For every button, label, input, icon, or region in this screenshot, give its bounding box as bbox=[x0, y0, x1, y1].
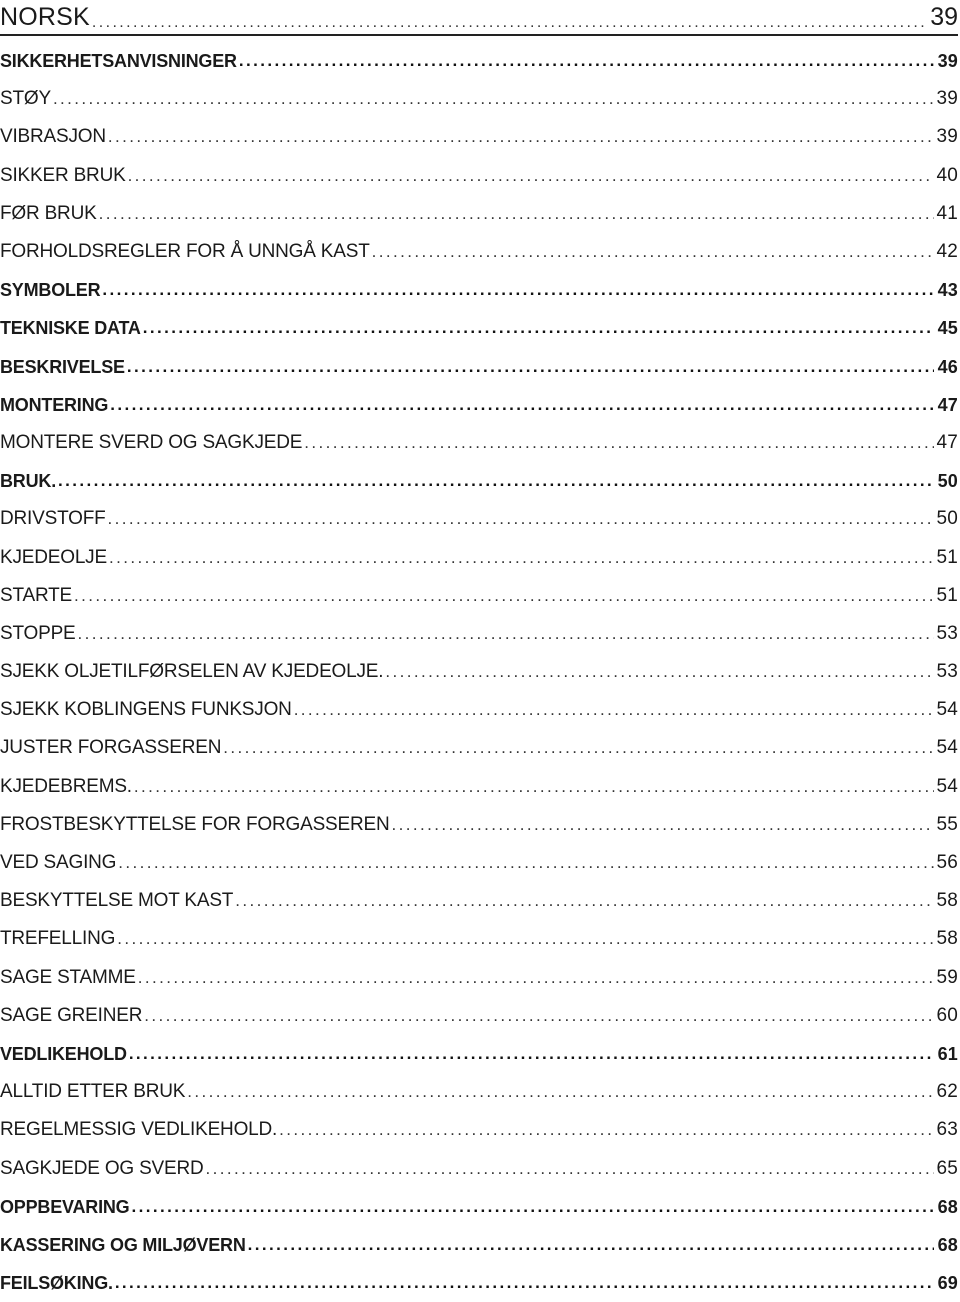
toc-entry[interactable] bbox=[0, 271, 958, 309]
toc-entry[interactable] bbox=[0, 577, 958, 615]
toc-entry-label: TREFELLING bbox=[0, 928, 116, 950]
toc-entry-page-number: 60 bbox=[936, 1004, 958, 1026]
section-title: NORSK bbox=[0, 3, 90, 31]
toc-entry-label: MONTERING bbox=[0, 394, 109, 415]
dot-leader bbox=[239, 50, 934, 72]
dot-leader bbox=[134, 776, 934, 798]
dot-leader bbox=[304, 432, 934, 454]
toc-entry[interactable] bbox=[0, 768, 958, 806]
dot-leader bbox=[143, 317, 934, 339]
toc-entry-page-number: 58 bbox=[936, 928, 958, 950]
toc-entry[interactable] bbox=[0, 424, 958, 462]
toc-entry-label: FØR BRUK bbox=[0, 202, 97, 224]
toc-entry-page-number: 43 bbox=[937, 280, 958, 301]
toc-entry[interactable] bbox=[0, 844, 958, 882]
toc-entry-label: VED SAGING bbox=[0, 852, 117, 874]
toc-entry-page-number: 47 bbox=[937, 394, 958, 415]
toc-entry-page-number: 39 bbox=[936, 88, 958, 110]
dot-leader bbox=[129, 1043, 934, 1065]
dot-leader bbox=[127, 356, 934, 378]
dot-leader bbox=[138, 967, 934, 989]
toc-entry-label: SAGKJEDE OG SVERD bbox=[0, 1157, 204, 1179]
toc-entry-label: SYMBOLER bbox=[0, 280, 101, 301]
toc-entry-label: SAGE GREINER bbox=[0, 1004, 143, 1026]
dot-leader bbox=[74, 585, 934, 607]
toc-entry-page-number: 53 bbox=[936, 661, 958, 683]
toc-entry-page-number: 51 bbox=[936, 546, 958, 568]
toc-entry-label: MONTERE SVERD OG SAGKJEDE bbox=[0, 431, 303, 453]
toc-entry-label: STARTE bbox=[0, 584, 72, 606]
toc-entry-page-number: 54 bbox=[936, 737, 958, 759]
toc-entry-label: VIBRASJON bbox=[0, 126, 106, 148]
toc-entry[interactable] bbox=[0, 157, 958, 195]
toc-entry-label: SIKKERHETSANVISNINGER bbox=[0, 51, 237, 72]
toc-entry[interactable] bbox=[0, 653, 958, 691]
toc-entry-label: FEILSØKING. bbox=[0, 1273, 113, 1294]
toc-entry-page-number: 42 bbox=[936, 241, 958, 263]
toc-entry[interactable] bbox=[0, 386, 958, 424]
toc-entry[interactable] bbox=[0, 997, 958, 1035]
toc-entry[interactable] bbox=[0, 462, 958, 500]
toc-entry[interactable] bbox=[0, 691, 958, 729]
dot-leader bbox=[132, 1196, 935, 1218]
dot-leader bbox=[294, 699, 934, 721]
toc-entry-label: STØY bbox=[0, 88, 51, 110]
toc-entry-page-number: 61 bbox=[937, 1043, 958, 1064]
toc-entry-page-number: 68 bbox=[937, 1196, 958, 1217]
toc-entry[interactable] bbox=[0, 806, 958, 844]
toc-entry[interactable] bbox=[0, 615, 958, 653]
toc-entry-page-number: 53 bbox=[936, 622, 958, 644]
dot-leader bbox=[372, 241, 934, 263]
toc-entry[interactable] bbox=[0, 538, 958, 576]
dot-leader bbox=[118, 852, 934, 874]
toc-entry[interactable] bbox=[0, 1226, 958, 1264]
toc-entry-page-number: 47 bbox=[936, 431, 958, 453]
toc-entry[interactable] bbox=[0, 42, 958, 80]
dot-leader bbox=[110, 394, 934, 416]
toc-entry-label: SAGE STAMME bbox=[0, 966, 136, 988]
toc-entry[interactable] bbox=[0, 1264, 958, 1302]
toc-entry-page-number: 45 bbox=[937, 318, 958, 339]
toc-entry[interactable] bbox=[0, 195, 958, 233]
dot-leader bbox=[108, 508, 934, 530]
dot-leader bbox=[279, 1119, 934, 1141]
toc-entry[interactable] bbox=[0, 920, 958, 958]
dot-leader bbox=[235, 890, 934, 912]
toc-entry[interactable] bbox=[0, 80, 958, 118]
toc-header bbox=[0, 0, 958, 36]
toc-entry[interactable] bbox=[0, 1035, 958, 1073]
toc-entry[interactable] bbox=[0, 1188, 958, 1226]
toc-entry[interactable] bbox=[0, 1111, 958, 1149]
dot-leader bbox=[128, 165, 934, 187]
toc-entry-page-number: 50 bbox=[936, 508, 958, 530]
toc-entry-label: TEKNISKE DATA bbox=[0, 318, 141, 339]
toc-entry-page-number: 40 bbox=[936, 164, 958, 186]
toc-entry-page-number: 54 bbox=[936, 699, 958, 721]
toc-entry[interactable] bbox=[0, 1149, 958, 1187]
toc-entry[interactable] bbox=[0, 348, 958, 386]
dot-leader bbox=[78, 623, 934, 645]
dot-leader bbox=[248, 1234, 934, 1256]
toc-entry-page-number: 65 bbox=[936, 1157, 958, 1179]
toc-entry-page-number: 56 bbox=[936, 852, 958, 874]
toc-entry-label: BESKYTTELSE MOT KAST bbox=[0, 890, 234, 912]
dot-leader bbox=[117, 928, 934, 950]
dot-leader bbox=[115, 1272, 934, 1294]
toc-entry[interactable] bbox=[0, 233, 958, 271]
dot-leader bbox=[108, 126, 934, 148]
dot-leader bbox=[392, 814, 934, 836]
toc-entry-label: BESKRIVELSE bbox=[0, 356, 125, 377]
toc-entry-page-number: 41 bbox=[936, 202, 958, 224]
toc-entry-page-number: 39 bbox=[936, 126, 958, 148]
toc-entry-label: FROSTBESKYTTELSE FOR FORGASSEREN bbox=[0, 813, 390, 835]
toc-entry[interactable] bbox=[0, 118, 958, 156]
toc-entry-page-number: 46 bbox=[937, 356, 958, 377]
toc-entry[interactable] bbox=[0, 882, 958, 920]
toc-entry-label: KJEDEOLJE bbox=[0, 546, 107, 568]
dot-leader bbox=[109, 547, 934, 569]
dot-leader bbox=[58, 470, 934, 492]
toc-entry-label: VEDLIKEHOLD bbox=[0, 1043, 127, 1064]
toc-entry[interactable] bbox=[0, 500, 958, 538]
toc-entry-page-number: 62 bbox=[936, 1081, 958, 1103]
toc-entry[interactable] bbox=[0, 309, 958, 347]
section-page-number: 39 bbox=[930, 3, 958, 31]
toc-entry-label: JUSTER FORGASSEREN bbox=[0, 737, 222, 759]
dot-leader bbox=[206, 1158, 934, 1180]
toc-entry-page-number: 39 bbox=[937, 51, 958, 72]
toc-entry-label: KASSERING OG MILJØVERN bbox=[0, 1234, 246, 1255]
toc-entry[interactable] bbox=[0, 1073, 958, 1111]
toc-entry-label: KJEDEBREMS. bbox=[0, 775, 132, 797]
toc-entry-page-number: 50 bbox=[937, 471, 958, 492]
dot-leader bbox=[92, 14, 928, 32]
toc-entry-page-number: 59 bbox=[936, 966, 958, 988]
toc-entry[interactable] bbox=[0, 959, 958, 997]
toc-entry-page-number: 63 bbox=[936, 1119, 958, 1141]
toc-entry-page-number: 69 bbox=[937, 1273, 958, 1294]
toc-entry-page-number: 58 bbox=[936, 890, 958, 912]
dot-leader bbox=[187, 1081, 934, 1103]
toc-entry-label: FORHOLDSREGLER FOR Å UNNGÅ KAST bbox=[0, 241, 370, 263]
dot-leader bbox=[99, 203, 934, 225]
toc-entry[interactable] bbox=[0, 729, 958, 767]
toc-entry-label: BRUK. bbox=[0, 471, 56, 492]
dot-leader bbox=[223, 737, 934, 759]
toc-entry-label: OPPBEVARING bbox=[0, 1196, 130, 1217]
dot-leader bbox=[53, 88, 934, 110]
toc-entry-label: STOPPE bbox=[0, 622, 76, 644]
toc-entry-label: DRIVSTOFF bbox=[0, 508, 106, 530]
dot-leader bbox=[102, 279, 934, 301]
dot-leader bbox=[385, 661, 934, 683]
dot-leader bbox=[144, 1005, 934, 1027]
toc-entry-label: SJEKK KOBLINGENS FUNKSJON bbox=[0, 699, 292, 721]
toc-entry-label: SJEKK OLJETILFØRSELEN AV KJEDEOLJE. bbox=[0, 661, 384, 683]
toc-entry-page-number: 68 bbox=[937, 1234, 958, 1255]
toc-entry-label: ALLTID ETTER BRUK bbox=[0, 1081, 186, 1103]
toc-entries bbox=[0, 42, 958, 1302]
toc-entry-page-number: 51 bbox=[936, 584, 958, 606]
toc-entry-page-number: 55 bbox=[936, 813, 958, 835]
toc-entry-label: REGELMESSIG VEDLIKEHOLD. bbox=[0, 1119, 278, 1141]
toc-entry-page-number: 54 bbox=[936, 775, 958, 797]
toc-entry-label: SIKKER BRUK bbox=[0, 164, 126, 186]
